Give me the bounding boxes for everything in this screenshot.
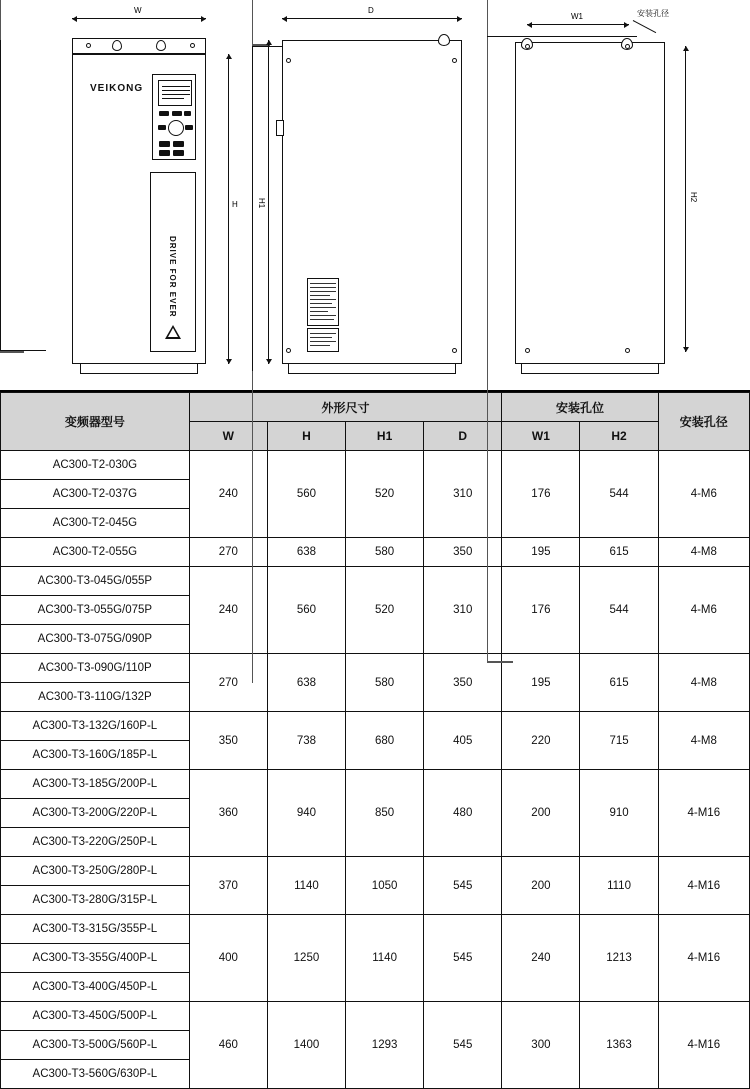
mounting-hole-icon <box>190 43 195 48</box>
cell-model: AC300-T3-500G/560P-L <box>1 1031 190 1060</box>
cell-hole: 4-M8 <box>658 538 749 567</box>
keypad-button <box>185 125 193 130</box>
table-header-row-1 <box>1 393 750 422</box>
table-row <box>1 915 750 944</box>
cell-h: 638 <box>267 538 345 567</box>
cell-model: AC300-T2-030G <box>1 451 190 480</box>
cell-h1: 850 <box>346 770 424 857</box>
header-h2: H2 <box>580 422 658 451</box>
leader-line <box>633 20 656 33</box>
nameplate-label <box>307 278 339 326</box>
cell-model: AC300-T3-450G/500P-L <box>1 1002 190 1031</box>
cell-h1: 1050 <box>346 857 424 915</box>
table-row <box>1 654 750 683</box>
cell-model: AC300-T3-132G/160P-L <box>1 712 190 741</box>
cell-d: 310 <box>424 567 502 654</box>
header-w1: W1 <box>502 422 580 451</box>
cell-hole: 4-M16 <box>658 857 749 915</box>
table-row <box>1 567 750 596</box>
ext-line <box>487 662 513 663</box>
cell-model: AC300-T2-055G <box>1 538 190 567</box>
cell-w: 270 <box>189 654 267 712</box>
cell-h1: 580 <box>346 654 424 712</box>
header-hole-dia: 安装孔径 <box>658 393 749 451</box>
cell-w: 240 <box>189 451 267 538</box>
cell-h2: 615 <box>580 654 658 712</box>
header-d: D <box>424 422 502 451</box>
cell-h1: 520 <box>346 567 424 654</box>
top-bracket <box>72 38 206 54</box>
cell-w1: 200 <box>502 770 580 857</box>
keypad-button <box>172 111 182 116</box>
front-view-drawing <box>0 0 252 392</box>
label-d: D <box>368 6 374 15</box>
back-inner-edge <box>487 37 488 349</box>
cell-h: 1250 <box>267 915 345 1002</box>
cell-h2: 615 <box>580 538 658 567</box>
cell-model: AC300-T3-160G/185P-L <box>1 741 190 770</box>
cell-hole: 4-M16 <box>658 915 749 1002</box>
ext-line <box>0 20 1 40</box>
cell-h2: 910 <box>580 770 658 857</box>
cell-w1: 300 <box>502 1002 580 1089</box>
cell-model: AC300-T3-400G/450P-L <box>1 973 190 1002</box>
cell-model: AC300-T3-280G/315P-L <box>1 886 190 915</box>
cell-h: 560 <box>267 567 345 654</box>
label-h2: H2 <box>689 192 698 203</box>
cell-h1: 1293 <box>346 1002 424 1089</box>
cell-w1: 176 <box>502 451 580 538</box>
lifting-hook-icon <box>438 34 450 46</box>
side-connector <box>276 120 284 136</box>
ext-line <box>252 22 253 44</box>
side-base <box>288 364 456 374</box>
cell-hole: 4-M8 <box>658 712 749 770</box>
keypad-button <box>173 141 184 147</box>
keypad-display <box>158 80 192 106</box>
table-row <box>1 770 750 799</box>
header-outline: 外形尺寸 <box>189 393 502 422</box>
keypad-button <box>159 111 169 116</box>
cell-model: AC300-T3-560G/630P-L <box>1 1060 190 1089</box>
cell-h2: 1213 <box>580 915 658 1002</box>
cell-w1: 200 <box>502 857 580 915</box>
header-w: W <box>189 422 267 451</box>
cell-model: AC300-T3-045G/055P <box>1 567 190 596</box>
cell-model: AC300-T3-075G/090P <box>1 625 190 654</box>
ext-line <box>0 352 24 353</box>
keypad-button <box>184 111 191 116</box>
w1-dimension-line <box>527 24 629 25</box>
warning-triangle-icon <box>165 325 181 339</box>
mounting-hole-icon <box>525 44 530 49</box>
width-dimension-line <box>72 18 206 19</box>
table-row <box>1 1002 750 1031</box>
cell-w: 460 <box>189 1002 267 1089</box>
cell-d: 405 <box>424 712 502 770</box>
cell-h2: 544 <box>580 451 658 538</box>
mounting-hole-icon <box>286 58 291 63</box>
cell-h2: 1110 <box>580 857 658 915</box>
cell-h: 940 <box>267 770 345 857</box>
cell-d: 350 <box>424 538 502 567</box>
body-edge <box>0 40 1 350</box>
label-w1: W1 <box>571 12 583 21</box>
cell-d: 545 <box>424 857 502 915</box>
cell-model: AC300-T3-315G/355P-L <box>1 915 190 944</box>
cell-w: 240 <box>189 567 267 654</box>
mounting-hole-icon <box>86 43 91 48</box>
header-model: 变频器型号 <box>1 393 190 451</box>
back-base <box>521 364 659 374</box>
cell-h1: 680 <box>346 712 424 770</box>
height-dimension-line <box>228 54 229 364</box>
cell-model: AC300-T3-055G/075P <box>1 596 190 625</box>
keypad-panel <box>152 74 196 160</box>
cell-h: 1140 <box>267 857 345 915</box>
side-inner-edge <box>252 371 253 683</box>
keypad-knob <box>168 120 184 136</box>
h1-dimension-line <box>268 40 269 364</box>
cell-w1: 195 <box>502 538 580 567</box>
cell-model: AC300-T2-045G <box>1 509 190 538</box>
label-h1-side: H1 <box>257 198 266 209</box>
back-inner-edge <box>487 349 488 661</box>
ext-line <box>487 0 488 18</box>
cell-model: AC300-T2-037G <box>1 480 190 509</box>
cell-h: 638 <box>267 654 345 712</box>
cell-h: 1400 <box>267 1002 345 1089</box>
cell-w1: 195 <box>502 654 580 712</box>
cell-h: 560 <box>267 451 345 538</box>
cell-hole: 4-M16 <box>658 1002 749 1089</box>
h2-dimension-line <box>685 46 686 352</box>
table-row <box>1 857 750 886</box>
cell-hole: 4-M16 <box>658 770 749 857</box>
depth-dimension-line <box>282 18 462 19</box>
cell-h1: 1140 <box>346 915 424 1002</box>
keypad-button <box>158 125 166 130</box>
cell-h1: 580 <box>346 538 424 567</box>
table-body <box>1 451 750 1089</box>
header-h: H <box>267 422 345 451</box>
side-right-edge <box>252 47 253 371</box>
cell-hole: 4-M6 <box>658 451 749 538</box>
cell-model: AC300-T3-220G/250P-L <box>1 828 190 857</box>
cell-model: AC300-T3-185G/200P-L <box>1 770 190 799</box>
ext-line <box>487 18 488 36</box>
side-view-drawing <box>252 0 487 392</box>
cell-d: 480 <box>424 770 502 857</box>
header-h1: H1 <box>346 422 424 451</box>
cell-h2: 544 <box>580 567 658 654</box>
keypad-button <box>159 150 170 156</box>
cell-d: 310 <box>424 451 502 538</box>
mounting-hole-icon <box>525 348 530 353</box>
keypad-button <box>159 141 170 147</box>
label-h: H <box>232 200 238 209</box>
table-row <box>1 538 750 567</box>
brand-logo: VEIKONG <box>90 83 144 94</box>
header-mount-pos: 安装孔位 <box>502 393 658 422</box>
ext-line <box>0 0 1 20</box>
back-view-drawing <box>487 0 750 392</box>
cell-h2: 1363 <box>580 1002 658 1089</box>
cell-model: AC300-T3-250G/280P-L <box>1 857 190 886</box>
cell-model: AC300-T3-110G/132P <box>1 683 190 712</box>
cell-d: 545 <box>424 915 502 1002</box>
cell-w: 370 <box>189 857 267 915</box>
bottom-foot <box>80 364 198 374</box>
cell-w1: 240 <box>502 915 580 1002</box>
cell-model: AC300-T3-200G/220P-L <box>1 799 190 828</box>
mounting-hole-icon <box>452 348 457 353</box>
table-row <box>1 712 750 741</box>
cell-h2: 715 <box>580 712 658 770</box>
label-w: W <box>134 6 142 15</box>
cell-h: 738 <box>267 712 345 770</box>
table-row <box>1 451 750 480</box>
cell-d: 545 <box>424 1002 502 1089</box>
mounting-hole-icon <box>286 348 291 353</box>
ext-line <box>252 0 253 22</box>
cell-model: AC300-T3-355G/400P-L <box>1 944 190 973</box>
cell-w1: 176 <box>502 567 580 654</box>
cell-hole: 4-M8 <box>658 654 749 712</box>
dimension-table <box>0 392 750 1089</box>
slogan-text: DRIVE FOR EVER <box>168 236 177 318</box>
cell-h1: 520 <box>346 451 424 538</box>
back-top-line <box>487 36 637 37</box>
mounting-hole-icon <box>625 44 630 49</box>
mounting-hole-icon <box>452 58 457 63</box>
cell-w: 350 <box>189 712 267 770</box>
drive-back-body <box>515 42 665 364</box>
cell-w: 270 <box>189 538 267 567</box>
cell-w1: 220 <box>502 712 580 770</box>
mounting-hole-icon <box>625 348 630 353</box>
cell-w: 360 <box>189 770 267 857</box>
dimension-drawings <box>0 0 750 392</box>
cell-hole: 4-M6 <box>658 567 749 654</box>
cell-model: AC300-T3-090G/110P <box>1 654 190 683</box>
mounting-hole-note: 安装孔径 <box>637 9 669 18</box>
lifting-hook-icon <box>112 40 122 51</box>
keypad-button <box>173 150 184 156</box>
cell-w: 400 <box>189 915 267 1002</box>
cell-d: 350 <box>424 654 502 712</box>
lifting-hook-icon <box>156 40 166 51</box>
nameplate-label-2 <box>307 328 339 352</box>
